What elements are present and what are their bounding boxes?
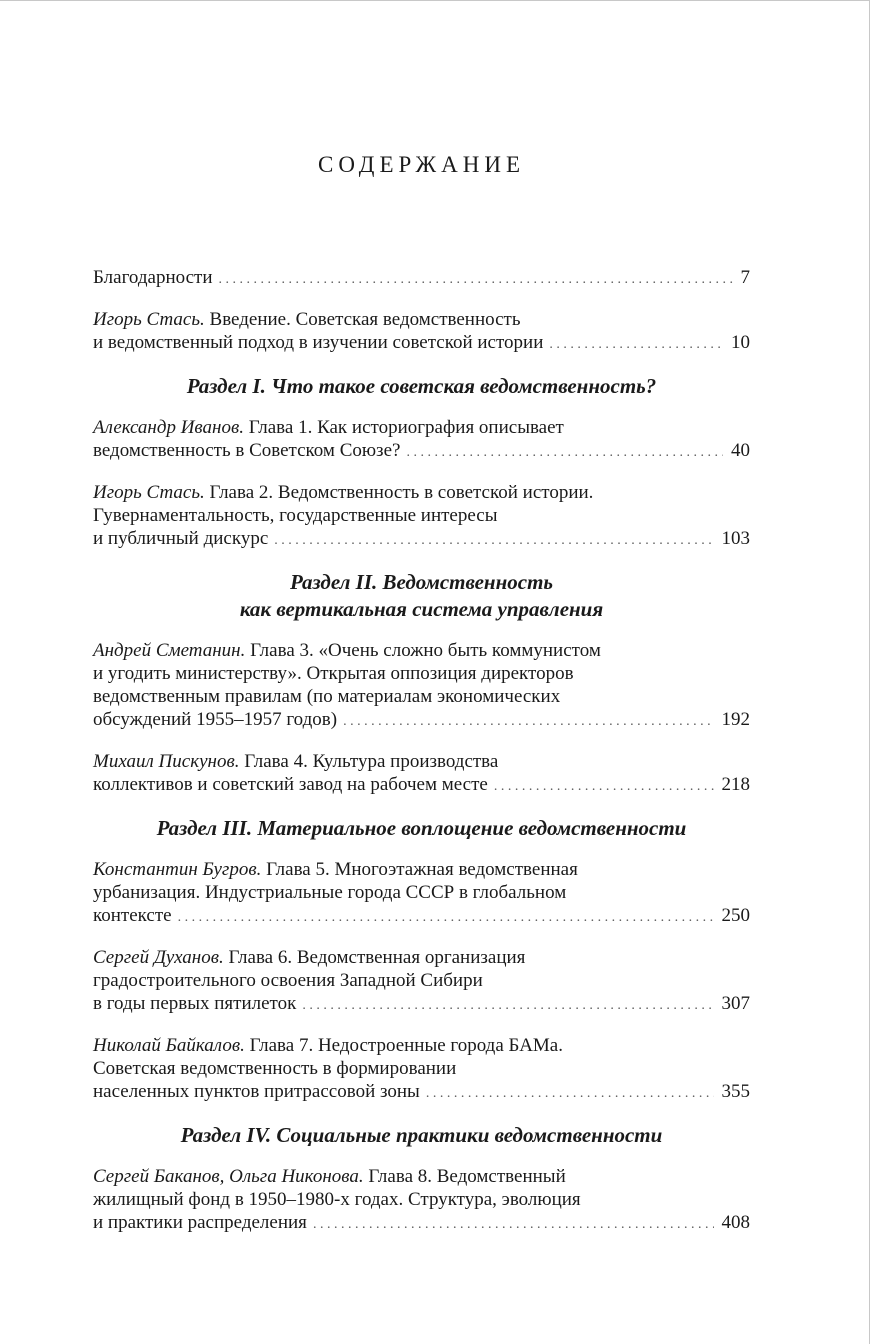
dot-leader (426, 1082, 714, 1105)
author-name: Михаил Пискунов. (93, 751, 240, 772)
entry-title: Глава 8. Ведомственный (363, 1166, 566, 1187)
section-title: Раздел IV. Социальные практики ведомственности (180, 1123, 663, 1147)
page-number: 40 (731, 440, 750, 461)
author-name: Константин Бугров. (93, 859, 262, 880)
dot-leader (302, 994, 713, 1017)
entry-title-line: урбанизация. Индустриальные города СССР в глобальном (93, 882, 567, 903)
dot-leader (274, 529, 713, 552)
entry-title-end: обсуждений 1955–1957 годов) (93, 709, 338, 730)
toc-entry-text: Благодарности (93, 267, 213, 288)
entry-title: Введение. Советская ведомственность (204, 309, 521, 330)
toc-entry-acknowledgements (93, 266, 750, 291)
entry-title: Глава 7. Недостроенные города БАМа. (244, 1035, 563, 1056)
entry-title-end: и практики распределения (93, 1212, 307, 1233)
table-of-contents (93, 266, 750, 1236)
entry-title-line: жилищный фонд в 1950–1980-х годах. Структура, эволюция (93, 1189, 581, 1210)
section-title: Раздел I. Что такое советская ведомственность? (186, 374, 657, 398)
page-title: СОДЕРЖАНИЕ (317, 152, 525, 177)
author-name: Андрей Сметанин. (93, 640, 246, 661)
page-number: 103 (721, 528, 750, 549)
page-number: 10 (731, 332, 750, 353)
dot-leader (178, 906, 714, 929)
entry-title-end: ведомственность в Советском Союзе? (93, 440, 401, 461)
section-title: Раздел III. Материальное воплощение ведомственности (156, 816, 687, 840)
author-name: Сергей Баканов, Ольга Никонова. (93, 1166, 364, 1187)
section-title: Раздел II. Ведомственность (289, 570, 553, 594)
dot-leader (313, 1213, 714, 1236)
toc-entry-chapter-8 (93, 1165, 750, 1236)
entry-title-line: Гувернаментальность, государственные интересы (93, 505, 498, 526)
dot-leader (219, 268, 733, 291)
section-heading-3 (93, 815, 750, 842)
toc-entry-chapter-6 (93, 946, 750, 1017)
entry-title-line: ведомственным правилам (по материалам экономических (93, 686, 561, 707)
section-heading-1 (93, 373, 750, 400)
entry-title-end: и публичный дискурс (93, 528, 269, 549)
entry-title-end: населенных пунктов притрассовой зоны (93, 1081, 420, 1102)
toc-entry-chapter-1 (93, 416, 750, 464)
author-name: Сергей Духанов. (93, 947, 224, 968)
toc-entry-chapter-5 (93, 858, 750, 929)
dot-leader (406, 441, 723, 464)
page-number: 250 (721, 905, 750, 926)
author-name: Игорь Стась. (93, 482, 205, 503)
entry-title-end: в годы первых пятилеток (93, 993, 297, 1014)
entry-title-end: контексте (93, 905, 172, 926)
dot-leader (343, 710, 713, 733)
section-heading-2 (93, 569, 750, 623)
entry-title: Глава 1. Как историография описывает (243, 417, 564, 438)
page-number: 218 (721, 774, 750, 795)
author-name: Игорь Стась. (93, 309, 205, 330)
dot-leader (549, 333, 723, 356)
entry-title: Глава 5. Многоэтажная ведомственная (261, 859, 578, 880)
page-number: 355 (721, 1081, 750, 1102)
entry-title-end: коллективов и советский завод на рабочем месте (93, 774, 488, 795)
entry-title: Глава 6. Ведомственная организация (223, 947, 526, 968)
page-number: 307 (721, 993, 750, 1014)
entry-title: Глава 3. «Очень сложно быть коммунистом (245, 640, 601, 661)
entry-title-end: и ведомственный подход в изучении советской истории (93, 332, 544, 353)
toc-entry-chapter-3 (93, 639, 750, 733)
author-name: Николай Байкалов. (93, 1035, 245, 1056)
dot-leader (494, 775, 714, 798)
toc-entry-chapter-2 (93, 481, 750, 552)
section-heading-4 (93, 1122, 750, 1149)
page-number: 408 (721, 1212, 750, 1233)
toc-entry-chapter-7 (93, 1034, 750, 1105)
entry-title-line: Советская ведомственность в формировании (93, 1058, 457, 1079)
toc-entry-chapter-4 (93, 750, 750, 798)
toc-entry-introduction (93, 308, 750, 356)
entry-title: Глава 4. Культура производства (239, 751, 499, 772)
page-number: 7 (740, 267, 750, 288)
entry-title-line: и угодить министерству». Открытая оппозиция директоров (93, 663, 574, 684)
author-name: Александр Иванов. (93, 417, 244, 438)
page-number: 192 (721, 709, 750, 730)
page-top-border (0, 0, 870, 1)
entry-title-line: градостроительного освоения Западной Сибири (93, 970, 483, 991)
entry-title: Глава 2. Ведомственность в советской истории. (204, 482, 594, 503)
section-title: как вертикальная система управления (239, 597, 604, 621)
